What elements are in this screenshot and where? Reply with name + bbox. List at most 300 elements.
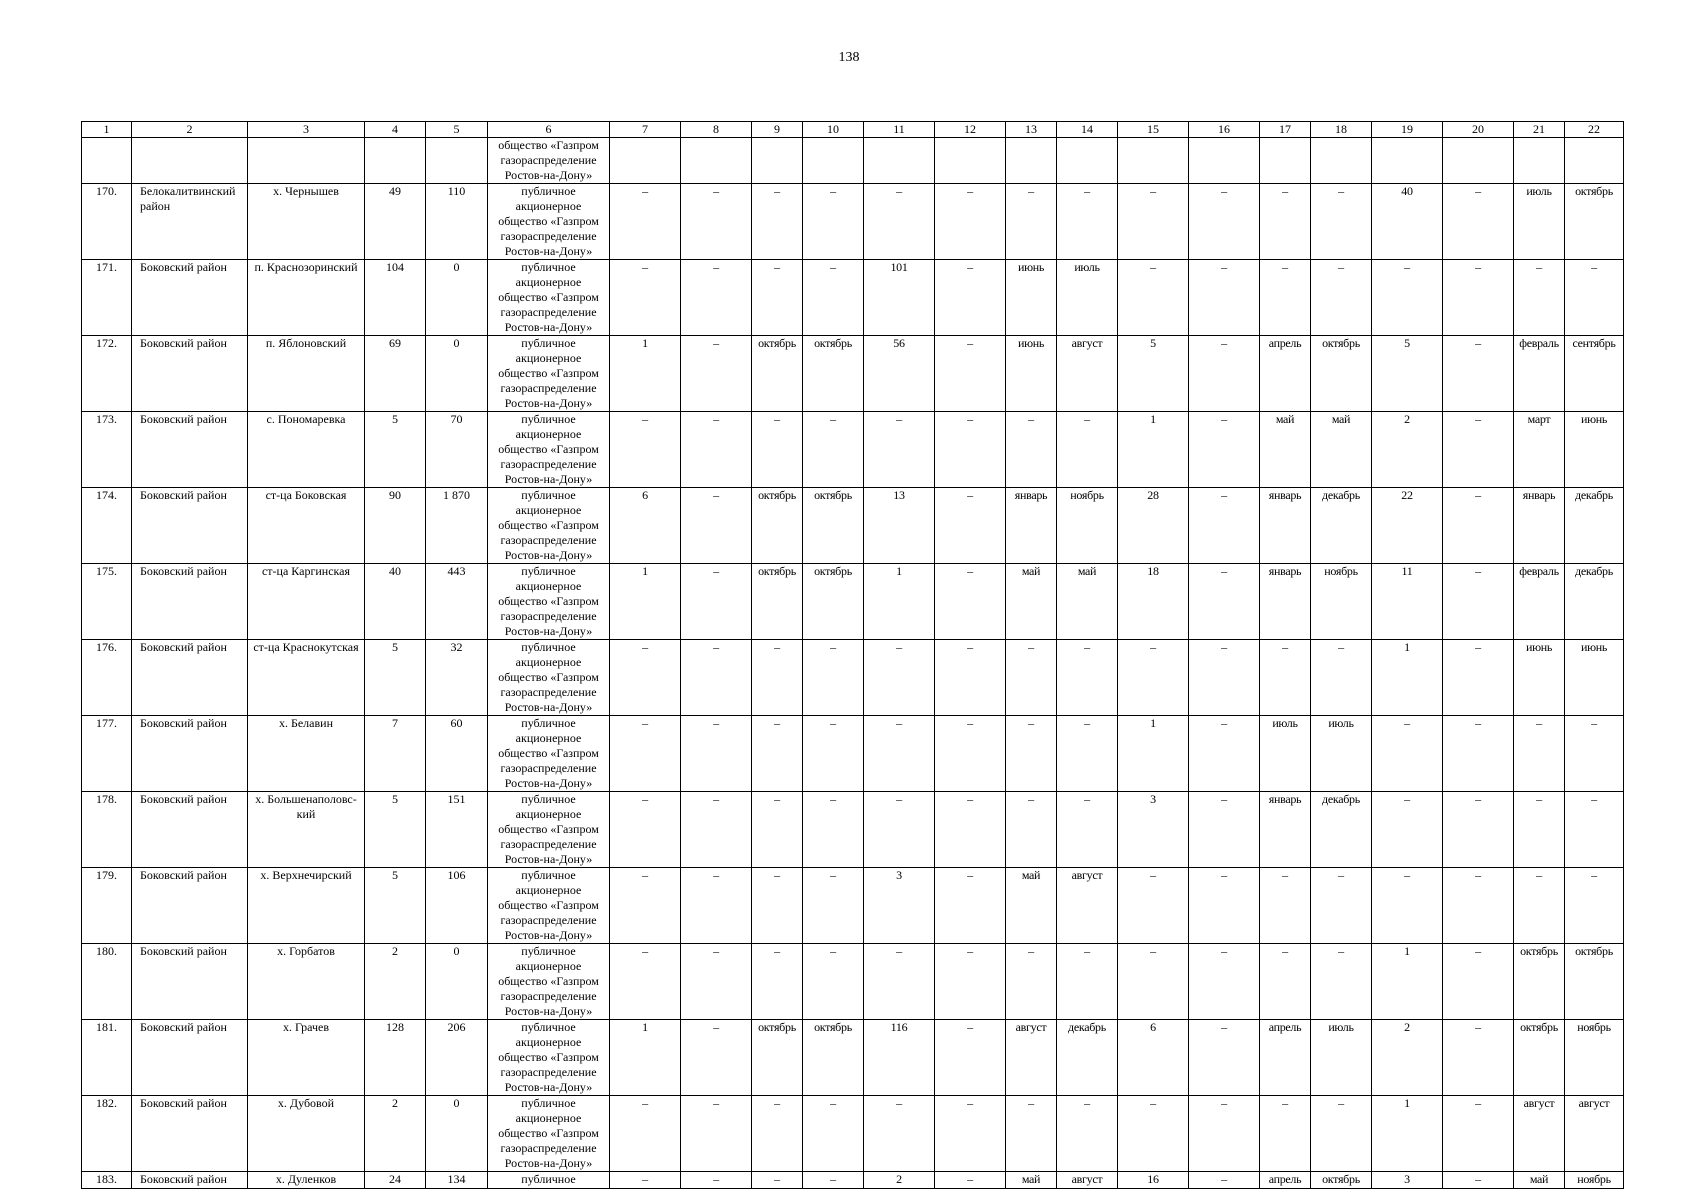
table-cell-col-16 (1189, 138, 1260, 184)
table-cell-col-16: – (1189, 792, 1260, 868)
table-cell-col-5: 443 (426, 564, 488, 640)
table-cell-col-13: январь (1006, 488, 1057, 564)
table-cell-col-12: – (935, 868, 1006, 944)
table-cell-col-19: 2 (1372, 1020, 1443, 1096)
table-cell-col-16: – (1189, 564, 1260, 640)
table-cell-col-10: – (803, 184, 864, 260)
table-cell-col-17: апрель (1260, 1172, 1311, 1189)
table-cell-col-20: – (1443, 564, 1514, 640)
table-cell-col-15: 1 (1118, 716, 1189, 792)
table-cell-col-14: – (1057, 184, 1118, 260)
table-cell-col-19: 22 (1372, 488, 1443, 564)
table-cell-col-18: – (1311, 260, 1372, 336)
table-cell-col-3: п. Краснозоринский (248, 260, 365, 336)
table-cell-col-8: – (681, 1096, 752, 1172)
table-cell-col-16: – (1189, 716, 1260, 792)
table-cell-col-22: – (1565, 260, 1624, 336)
table-cell-col-21 (1514, 138, 1565, 184)
table-cell-col-1: 176. (82, 640, 132, 716)
table-cell-col-6: публичное акционерное общество «Газпром газораспределение Ростов-на-Дону» (488, 184, 610, 260)
table-cell-col-10: – (803, 1096, 864, 1172)
table-cell-col-9: – (752, 1172, 803, 1189)
table-cell-col-6: публичное акционерное общество «Газпром газораспределение Ростов-на-Дону» (488, 868, 610, 944)
table-cell-col-19: 3 (1372, 1172, 1443, 1189)
table-cell-col-2: Боковский район (132, 260, 248, 336)
table-cell-col-5: 0 (426, 1096, 488, 1172)
table-cell-col-17: апрель (1260, 1020, 1311, 1096)
table-cell-col-8: 8 (681, 122, 752, 138)
table-cell-col-8: – (681, 488, 752, 564)
table-cell-col-20: – (1443, 792, 1514, 868)
table-cell-col-22: октябрь (1565, 944, 1624, 1020)
table-cell-col-2: Боковский район (132, 1096, 248, 1172)
table-cell-col-7: 1 (610, 564, 681, 640)
table-cell-col-2: Боковский район (132, 1172, 248, 1189)
table-cell-col-7: – (610, 640, 681, 716)
table-cell-col-13: – (1006, 1096, 1057, 1172)
table-cell-col-1 (82, 138, 132, 184)
table-cell-col-4: 69 (365, 336, 426, 412)
table-cell-col-1: 175. (82, 564, 132, 640)
table-cell-col-13: июнь (1006, 336, 1057, 412)
table-cell-col-22: сентябрь (1565, 336, 1624, 412)
table-cell-col-3: ст-ца Каргинская (248, 564, 365, 640)
table-cell-col-8: – (681, 564, 752, 640)
table-cell-col-9: октябрь (752, 564, 803, 640)
table-cell-col-11: – (864, 716, 935, 792)
table-cell-col-6: публичное акционерное общество «Газпром газораспределение Ростов-на-Дону» (488, 412, 610, 488)
table-cell-col-9: – (752, 412, 803, 488)
table-row (82, 792, 1624, 868)
table-cell-col-4: 2 (365, 1096, 426, 1172)
table-cell-col-11: – (864, 640, 935, 716)
table-cell-col-15: – (1118, 1096, 1189, 1172)
table-cell-col-3: п. Яблоновский (248, 336, 365, 412)
table-cell-col-18: – (1311, 868, 1372, 944)
table-cell-col-2 (132, 138, 248, 184)
table-cell-col-8: – (681, 260, 752, 336)
table-cell-col-16: – (1189, 488, 1260, 564)
table-cell-col-12: – (935, 564, 1006, 640)
table-cell-col-20: – (1443, 184, 1514, 260)
table-cell-col-11: – (864, 184, 935, 260)
table-cell-col-8: – (681, 1020, 752, 1096)
table-cell-col-7: – (610, 716, 681, 792)
table-cell-col-8: – (681, 184, 752, 260)
table-cell-col-15: 18 (1118, 564, 1189, 640)
table-cell-col-14 (1057, 138, 1118, 184)
table-cell-col-6: публичное (488, 1172, 610, 1189)
table-cell-col-16: – (1189, 944, 1260, 1020)
table-cell-col-5: 0 (426, 336, 488, 412)
table-cell-col-19: 5 (1372, 336, 1443, 412)
table-cell-col-20: – (1443, 868, 1514, 944)
table-cell-col-12: – (935, 944, 1006, 1020)
table-cell-col-20: – (1443, 716, 1514, 792)
table-cell-col-10 (803, 138, 864, 184)
table-cell-col-3: ст-ца Боковская (248, 488, 365, 564)
table-cell-col-9: октябрь (752, 1020, 803, 1096)
table-cell-col-5: 32 (426, 640, 488, 716)
table-cell-col-1: 171. (82, 260, 132, 336)
table-cell-col-16: – (1189, 336, 1260, 412)
table-cell-col-10: – (803, 944, 864, 1020)
table-cell-col-12: – (935, 1172, 1006, 1189)
table-row (82, 640, 1624, 716)
table-cell-col-17 (1260, 138, 1311, 184)
table-cell-col-9: октябрь (752, 336, 803, 412)
table-cell-col-14: – (1057, 412, 1118, 488)
table-cell-col-1: 181. (82, 1020, 132, 1096)
table-cell-col-18: – (1311, 640, 1372, 716)
table-cell-col-15: – (1118, 184, 1189, 260)
table-cell-col-6: публичное акционерное общество «Газпром газораспределение Ростов-на-Дону» (488, 640, 610, 716)
table-cell-col-14: – (1057, 1096, 1118, 1172)
table-cell-col-2: Боковский район (132, 412, 248, 488)
table-cell-col-21: февраль (1514, 336, 1565, 412)
table-cell-col-12: – (935, 716, 1006, 792)
table-cell-col-4: 5 (365, 640, 426, 716)
table-cell-col-4: 128 (365, 1020, 426, 1096)
table-row (82, 260, 1624, 336)
table-cell-col-3 (248, 138, 365, 184)
table-cell-col-14: ноябрь (1057, 488, 1118, 564)
table-cell-col-18: – (1311, 184, 1372, 260)
table-cell-col-2: Боковский район (132, 792, 248, 868)
table-cell-col-15: 28 (1118, 488, 1189, 564)
table-cell-col-10: октябрь (803, 564, 864, 640)
table-cell-col-8: – (681, 1172, 752, 1189)
table-cell-col-7: – (610, 1172, 681, 1189)
table-cell-col-6: публичное акционерное общество «Газпром газораспределение Ростов-на-Дону» (488, 1096, 610, 1172)
table-cell-col-22: июнь (1565, 640, 1624, 716)
table-cell-col-20 (1443, 138, 1514, 184)
gasification-schedule-table (81, 121, 1624, 1189)
table-cell-col-11: 56 (864, 336, 935, 412)
table-cell-col-13: август (1006, 1020, 1057, 1096)
table-cell-col-21: 21 (1514, 122, 1565, 138)
table-cell-col-22: ноябрь (1565, 1172, 1624, 1189)
table-cell-col-16: – (1189, 184, 1260, 260)
table-cell-col-6: публичное акционерное общество «Газпром газораспределение Ростов-на-Дону» (488, 336, 610, 412)
table-cell-col-19: – (1372, 868, 1443, 944)
table-cell-col-9: – (752, 1096, 803, 1172)
table-cell-col-16: – (1189, 260, 1260, 336)
table-cell-col-22: август (1565, 1096, 1624, 1172)
table-cell-col-14: – (1057, 792, 1118, 868)
table-cell-col-18: июль (1311, 716, 1372, 792)
table-cell-col-2: Боковский район (132, 488, 248, 564)
table-cell-col-12: – (935, 1020, 1006, 1096)
table-cell-col-22: июнь (1565, 412, 1624, 488)
table-cell-col-18: октябрь (1311, 336, 1372, 412)
table-cell-col-15: – (1118, 868, 1189, 944)
table-cell-col-5: 110 (426, 184, 488, 260)
table-cell-col-14: 14 (1057, 122, 1118, 138)
table-cell-col-1: 177. (82, 716, 132, 792)
table-cell-col-13: июнь (1006, 260, 1057, 336)
table-cell-col-17: – (1260, 184, 1311, 260)
table-cell-col-17: – (1260, 868, 1311, 944)
table-cell-col-4: 5 (365, 868, 426, 944)
table-cell-col-4: 7 (365, 716, 426, 792)
table-cell-col-17: – (1260, 260, 1311, 336)
continuation-row (82, 138, 1624, 184)
table-cell-col-14: – (1057, 716, 1118, 792)
table-cell-col-15: 3 (1118, 792, 1189, 868)
table-cell-col-2: Боковский район (132, 716, 248, 792)
table-cell-col-18: декабрь (1311, 792, 1372, 868)
table-cell-col-9: – (752, 944, 803, 1020)
table-cell-col-18: ноябрь (1311, 564, 1372, 640)
table-cell-col-4: 49 (365, 184, 426, 260)
table-cell-col-10: октябрь (803, 1020, 864, 1096)
table-cell-col-18: май (1311, 412, 1372, 488)
table-cell-col-4: 4 (365, 122, 426, 138)
table-cell-col-6: 6 (488, 122, 610, 138)
table-cell-col-19: 2 (1372, 412, 1443, 488)
table-row (82, 1172, 1624, 1189)
table-cell-col-9: – (752, 716, 803, 792)
table-cell-col-3: 3 (248, 122, 365, 138)
table-cell-col-13: – (1006, 716, 1057, 792)
table-cell-col-15 (1118, 138, 1189, 184)
table-cell-col-4 (365, 138, 426, 184)
table-cell-col-11: 116 (864, 1020, 935, 1096)
table-cell-col-9: – (752, 184, 803, 260)
table-cell-col-19: – (1372, 716, 1443, 792)
table-cell-col-20: 20 (1443, 122, 1514, 138)
table-cell-col-21: июнь (1514, 640, 1565, 716)
table-cell-col-10: октябрь (803, 336, 864, 412)
table-cell-col-8: – (681, 640, 752, 716)
table-cell-col-17: – (1260, 944, 1311, 1020)
table-cell-col-14: – (1057, 640, 1118, 716)
table-cell-col-10: – (803, 792, 864, 868)
table-cell-col-10: – (803, 640, 864, 716)
table-cell-col-3: х. Грачев (248, 1020, 365, 1096)
table-row (82, 716, 1624, 792)
table-cell-col-7: 7 (610, 122, 681, 138)
table-cell-col-7: – (610, 944, 681, 1020)
table-cell-col-22: – (1565, 792, 1624, 868)
table-cell-col-11: 101 (864, 260, 935, 336)
table-cell-col-9 (752, 138, 803, 184)
table-cell-col-21: июль (1514, 184, 1565, 260)
table-cell-col-7 (610, 138, 681, 184)
table-cell-col-1: 183. (82, 1172, 132, 1189)
table-row (82, 184, 1624, 260)
table-cell-col-5: 151 (426, 792, 488, 868)
table-cell-col-19: 11 (1372, 564, 1443, 640)
table-cell-col-10: октябрь (803, 488, 864, 564)
table-cell-col-12 (935, 138, 1006, 184)
table-cell-col-22: декабрь (1565, 564, 1624, 640)
page-number: 138 (838, 50, 860, 65)
table-cell-col-7: 1 (610, 1020, 681, 1096)
table-cell-col-4: 5 (365, 792, 426, 868)
table-cell-col-21: февраль (1514, 564, 1565, 640)
table-row (82, 944, 1624, 1020)
table-cell-col-15: 16 (1118, 1172, 1189, 1189)
table-cell-col-6: публичное акционерное общество «Газпром газораспределение Ростов-на-Дону» (488, 564, 610, 640)
table-cell-col-3: х. Верхнечирский (248, 868, 365, 944)
table-cell-col-14: июль (1057, 260, 1118, 336)
table-cell-col-3: с. Пономаревка (248, 412, 365, 488)
table-cell-col-3: х. Белавин (248, 716, 365, 792)
table-cell-col-6: публичное акционерное общество «Газпром газораспределение Ростов-на-Дону» (488, 716, 610, 792)
table-cell-col-7: – (610, 792, 681, 868)
table-cell-col-12: – (935, 184, 1006, 260)
table-cell-col-10: – (803, 1172, 864, 1189)
table-cell-col-3: х. Дуленков (248, 1172, 365, 1189)
table-cell-col-17: апрель (1260, 336, 1311, 412)
table-cell-col-18: июль (1311, 1020, 1372, 1096)
table-cell-col-16: – (1189, 868, 1260, 944)
table-cell-col-19: 1 (1372, 944, 1443, 1020)
table-cell-col-2: Боковский район (132, 564, 248, 640)
table-cell-col-10: 10 (803, 122, 864, 138)
table-cell-col-7: 6 (610, 488, 681, 564)
table-cell-col-18 (1311, 138, 1372, 184)
table-cell-col-13: – (1006, 640, 1057, 716)
table-cell-col-21: – (1514, 792, 1565, 868)
table-cell-col-13: май (1006, 564, 1057, 640)
table-cell-col-17: май (1260, 412, 1311, 488)
table-cell-col-4: 90 (365, 488, 426, 564)
table-cell-col-9: 9 (752, 122, 803, 138)
table-cell-col-10: – (803, 260, 864, 336)
table-cell-col-13: – (1006, 792, 1057, 868)
table-cell-col-15: 5 (1118, 336, 1189, 412)
table-cell-col-20: – (1443, 1096, 1514, 1172)
table-cell-col-20: – (1443, 1172, 1514, 1189)
table-cell-col-2: Белокалитвинский район (132, 184, 248, 260)
table-cell-col-14: – (1057, 944, 1118, 1020)
table-cell-col-8: – (681, 792, 752, 868)
table-cell-col-20: – (1443, 944, 1514, 1020)
table-cell-col-2: 2 (132, 122, 248, 138)
table-cell-col-4: 40 (365, 564, 426, 640)
table-cell-col-20: – (1443, 260, 1514, 336)
table-cell-col-11: – (864, 412, 935, 488)
table-cell-col-22: декабрь (1565, 488, 1624, 564)
table-cell-col-8: – (681, 944, 752, 1020)
table-cell-col-9: – (752, 260, 803, 336)
table-cell-col-12: – (935, 488, 1006, 564)
table-cell-col-8: – (681, 412, 752, 488)
table-cell-col-22: октябрь (1565, 184, 1624, 260)
table-cell-col-15: – (1118, 640, 1189, 716)
table-cell-col-12: 12 (935, 122, 1006, 138)
table-cell-col-21: – (1514, 716, 1565, 792)
table-cell-col-11: – (864, 792, 935, 868)
table-cell-col-19 (1372, 138, 1443, 184)
table-cell-col-2: Боковский район (132, 868, 248, 944)
table-cell-col-12: – (935, 640, 1006, 716)
table-cell-col-3: х. Горбатов (248, 944, 365, 1020)
table-cell-col-20: – (1443, 1020, 1514, 1096)
table-cell-col-15: 6 (1118, 1020, 1189, 1096)
table-cell-col-16: – (1189, 412, 1260, 488)
table-row (82, 564, 1624, 640)
table-cell-col-1: 170. (82, 184, 132, 260)
table-cell-col-17: январь (1260, 488, 1311, 564)
table-row (82, 412, 1624, 488)
table-cell-col-16: – (1189, 640, 1260, 716)
table-cell-col-11 (864, 138, 935, 184)
table-cell-col-1: 180. (82, 944, 132, 1020)
table-cell-col-3: х. Чернышев (248, 184, 365, 260)
table-cell-col-7: – (610, 1096, 681, 1172)
table-cell-col-19: 1 (1372, 640, 1443, 716)
table-cell-col-13: – (1006, 944, 1057, 1020)
table-cell-col-7: 1 (610, 336, 681, 412)
table-cell-col-21: март (1514, 412, 1565, 488)
table-cell-col-5 (426, 138, 488, 184)
table-cell-col-18: октябрь (1311, 1172, 1372, 1189)
table-cell-col-5: 70 (426, 412, 488, 488)
table-cell-col-16: – (1189, 1020, 1260, 1096)
table-cell-col-3: ст-ца Краснокутская (248, 640, 365, 716)
table-cell-col-17: 17 (1260, 122, 1311, 138)
table-cell-col-20: – (1443, 412, 1514, 488)
table-cell-col-1: 178. (82, 792, 132, 868)
table-cell-col-3: х. Большенаполовс-кий (248, 792, 365, 868)
table-cell-col-14: декабрь (1057, 1020, 1118, 1096)
table-cell-col-1: 174. (82, 488, 132, 564)
table-cell-col-16: – (1189, 1172, 1260, 1189)
table-cell-col-15: 15 (1118, 122, 1189, 138)
table-cell-col-5: 134 (426, 1172, 488, 1189)
table-cell-col-19: 40 (1372, 184, 1443, 260)
table-cell-col-11: – (864, 944, 935, 1020)
table-cell-col-19: – (1372, 260, 1443, 336)
table-cell-col-12: – (935, 792, 1006, 868)
table-cell-col-18: декабрь (1311, 488, 1372, 564)
table-cell-col-14: август (1057, 1172, 1118, 1189)
table-cell-col-19: – (1372, 792, 1443, 868)
table-cell-col-11: 2 (864, 1172, 935, 1189)
table-cell-col-5: 206 (426, 1020, 488, 1096)
table-cell-col-15: 1 (1118, 412, 1189, 488)
table-cell-col-1: 172. (82, 336, 132, 412)
table-cell-col-18: – (1311, 944, 1372, 1020)
table-cell-col-2: Боковский район (132, 336, 248, 412)
table-cell-col-13: – (1006, 184, 1057, 260)
table-cell-col-13: май (1006, 1172, 1057, 1189)
table-cell-col-19: 1 (1372, 1096, 1443, 1172)
table-cell-col-5: 1 870 (426, 488, 488, 564)
table-cell-col-7: – (610, 868, 681, 944)
table-cell-col-7: – (610, 260, 681, 336)
table-cell-col-20: – (1443, 488, 1514, 564)
table-cell-col-18: – (1311, 1096, 1372, 1172)
table-cell-col-20: – (1443, 336, 1514, 412)
table-cell-col-20: – (1443, 640, 1514, 716)
table-cell-col-6: публичное акционерное общество «Газпром газораспределение Ростов-на-Дону» (488, 488, 610, 564)
table-cell-col-8: – (681, 336, 752, 412)
table-cell-col-21: август (1514, 1096, 1565, 1172)
table-cell-col-6: общество «Газпром газораспределение Ростов-на-Дону» (488, 138, 610, 184)
table-cell-col-14: август (1057, 336, 1118, 412)
table-cell-col-2: Боковский район (132, 944, 248, 1020)
table-cell-col-5: 0 (426, 260, 488, 336)
table-cell-col-17: июль (1260, 716, 1311, 792)
table-cell-col-17: январь (1260, 564, 1311, 640)
table-cell-col-9: – (752, 868, 803, 944)
table-cell-col-7: – (610, 412, 681, 488)
